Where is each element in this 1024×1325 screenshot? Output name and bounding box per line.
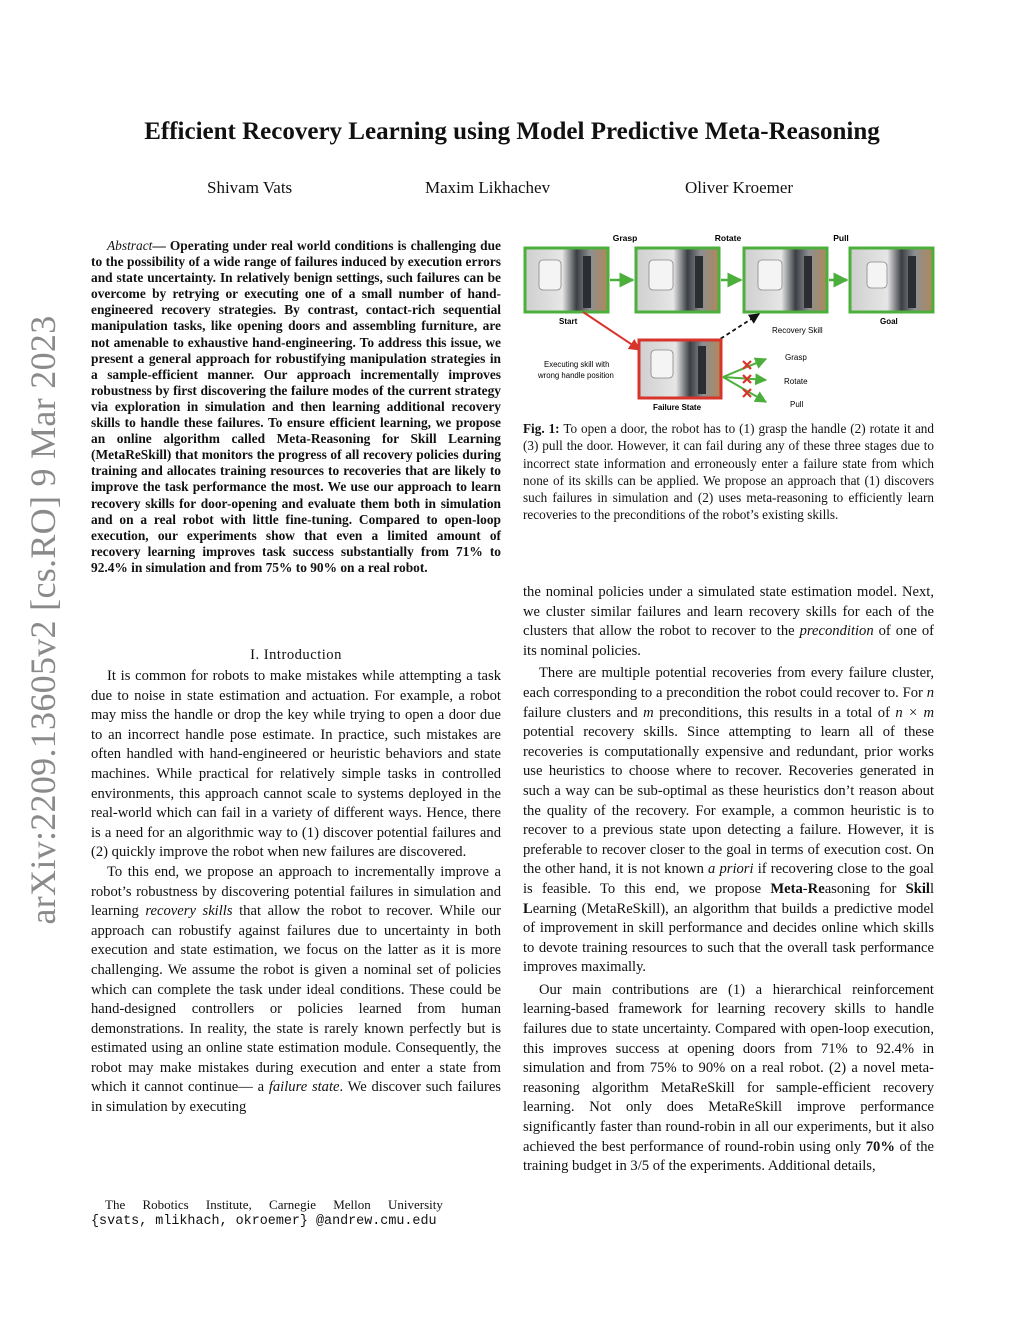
label-pull: Pull — [833, 233, 849, 243]
abstract-text: — Operating under real world conditions is challenging due to the possibility of a wide range of failures induced by execution errors and state uncertainty. In relatively benign settings, such failures can be overcome by retrying or executing one of a small number of hand-engineered recovery strategies. By contrast, contact-rich sequential manipulation tasks, like opening doors and assembling furniture, are not amenable to exhaustive hand-engineering. To address this issue, we present a general approach for robustifying manipulation strategies in a sample-efficient manner. Our approach incrementally improves robustness by first discovering the failure modes of the current strategy via exploration in simulation and then learning additional recovery skills to handle these failures. To ensure efficient learning, we propose an online algorithm called Meta-Reasoning for Skill Learning (MetaReSkill) that monitors the progress of all recovery policies during training and allocates training resources to recoveries that are likely to improve the task performance the most. We use our approach to learn recovery skills for door-opening and evaluate them both in simulation and on a real robot with little fine-tuning. Compared to open-loop execution, our experiments show that even a limited amount of recovery learning improves task success substantially from 71% to 92.4% in simulation and from 75% to 90% on a real robot. — [91, 238, 501, 575]
emphasis-precondition: precondition — [799, 623, 874, 640]
photo-grasp — [636, 248, 719, 312]
emphasis-a-priori: a priori — [708, 861, 754, 878]
label-grasp: Grasp — [612, 233, 638, 243]
label-rotate: Rotate — [714, 233, 742, 243]
arrow-to-failure — [583, 312, 640, 350]
author-3: Oliver Kroemer — [685, 178, 794, 197]
author-2: Maxim Likhachev — [425, 178, 551, 197]
label-recovery-skill: Recovery Skill — [772, 326, 823, 335]
section-heading-introduction: I. Introduction — [250, 647, 342, 663]
photo-rotate — [744, 248, 827, 312]
right-paragraph-3: Our main contributions are (1) a hierarchical reinforcement learning-based framework for learning recovery skills to handle failures due to state uncertainty. Compared with open-loop execution, this improves success at opening doors from 71% to 92.4% in simulation and from 75% to 90% on a real robot. (2) a novel meta-reasoning algorithm MetaReSkill for sample-efficient recovery learning. Not only does MetaReSkill improve performance significantly faster than round-robin in all our experiments, but it also achieved the best performance of round-robin using only 70% of the training budget in 3/5 of the experiments. Additional details, — [523, 981, 934, 1175]
label-wrong-handle-1: Executing skill with — [544, 360, 610, 369]
label-failure-state: Failure State — [653, 403, 702, 412]
affiliation: The Robotics Institute, Carnegie Mellon University — [105, 1197, 443, 1212]
arxiv-identifier: arXiv:2209.13605v2 [cs.RO] 9 Mar 2023 — [23, 315, 63, 925]
right-paragraph-1: the nominal policies under a simulated state estimation model. Next, we cluster similar failures and learn recovery skills for each of the clusters that allow the robot to recover to the precondition of one of its nominal policies. — [523, 584, 934, 659]
footnote — [91, 1196, 501, 1230]
label-start: Start — [559, 317, 578, 326]
introduction-body — [91, 667, 501, 1118]
label-failed-pull: Pull — [790, 400, 804, 409]
photo-goal — [850, 248, 933, 312]
author-emails: {svats, mlikhach, okroemer} @andrew.cmu.edu — [91, 1214, 437, 1229]
label-goal: Goal — [880, 317, 898, 326]
intro-paragraph-2: To this end, we propose an approach to incrementally improve a robot’s robustness by discovering potential failures in simulation and learning recovery skills that allow the robot to recover. While our approach can robustify against failures due to uncertainty in both execution and state estimation, we focus on the latter as it is more challenging. We assume the robot is given a nominal set of policies which can complete the task under ideal conditions. These could be hand-designed controllers or policies learned from human demonstrations. In reality, the state is rarely known perfectly but is estimated using an online state estimation module. Consequently, the robot may make mistakes during execution and enter a state from which it cannot continue— a failure state. We discover such failures in simulation by executing — [91, 863, 502, 1116]
abstract-label: Abstract — [107, 238, 153, 253]
figure-1-caption — [523, 420, 934, 524]
emphasis-recovery-skills: recovery skills — [145, 903, 233, 920]
photo-failure-state — [639, 340, 721, 398]
paper-title: Efficient Recovery Learning using Model Predictive Meta-Reasoning — [144, 118, 880, 145]
emphasis-failure-state: failure state — [268, 1079, 340, 1096]
right-paragraph-2: There are multiple potential recoveries from every failure cluster, each corresponding to a precondition the robot could recover to. For n failure clusters and m preconditions, this results in a total of n × m potential recovery skills. Since attempting to learn all of these recoveries is computationally expensive and redundant, prior works use heuristics to choose where to recover. Recoveries generated in such a way can be sub-optimal as these heuristics don’t reason about the quality of the recovery. For example, a common heuristic is to recover to a previous state upon detecting a failure. However, it is preferable to recover closer to the goal in terms of execution cost. On the other hand, it is not known a priori if recovering close to the goal is feasible. To this end, we propose Meta-Reasoning for Skill Learning (MetaReSkill), an algorithm that builds a predictive model of improvement in skill performance and decides online which skills to devote training resources to such that the overall task performance improves maximally. — [523, 665, 934, 976]
label-failed-grasp: Grasp — [785, 353, 807, 362]
abstract — [91, 238, 501, 576]
intro-paragraph-1: It is common for robots to make mistakes while attempting a task due to noise in state estimation and actuation. For example, a robot may miss the handle or drop the key while trying to open a door due to an incorrect handle pose estimate. In practice, such mistakes are often handled with hand-engineered or heuristic behaviors and state machines. While practical for relatively simple tasks in controlled environments, this approach cannot scale to systems deployed in the real-world which can fail in a variety of different ways. Hence, there is a need for an algorithmic way to (1) discover potential failures and (2) quickly improve the robot when new failures are discovered. — [91, 668, 501, 861]
arxiv-stamp — [13, 315, 73, 925]
author-1: Shivam Vats — [207, 178, 293, 197]
photo-start — [525, 248, 608, 312]
right-column-body — [523, 583, 934, 1177]
figure-1-diagram — [523, 232, 935, 416]
caption-text: To open a door, the robot has to (1) grasp the handle (2) rotate it and (3) pull the door. However, it can fail during any of these three stages due to incorrect state information and erroneously enter a failure state from which none of its skills can be applied. We propose an approach that (1) discovers such failures in simulation and (2) uses meta-reasoning to efficiently learn recoveries to the preconditions of the robot’s existing skills. — [523, 421, 934, 523]
label-failed-rotate: Rotate — [784, 377, 808, 386]
label-wrong-handle-2: wrong handle position — [538, 371, 614, 380]
caption-label: Fig. 1: — [523, 421, 560, 436]
